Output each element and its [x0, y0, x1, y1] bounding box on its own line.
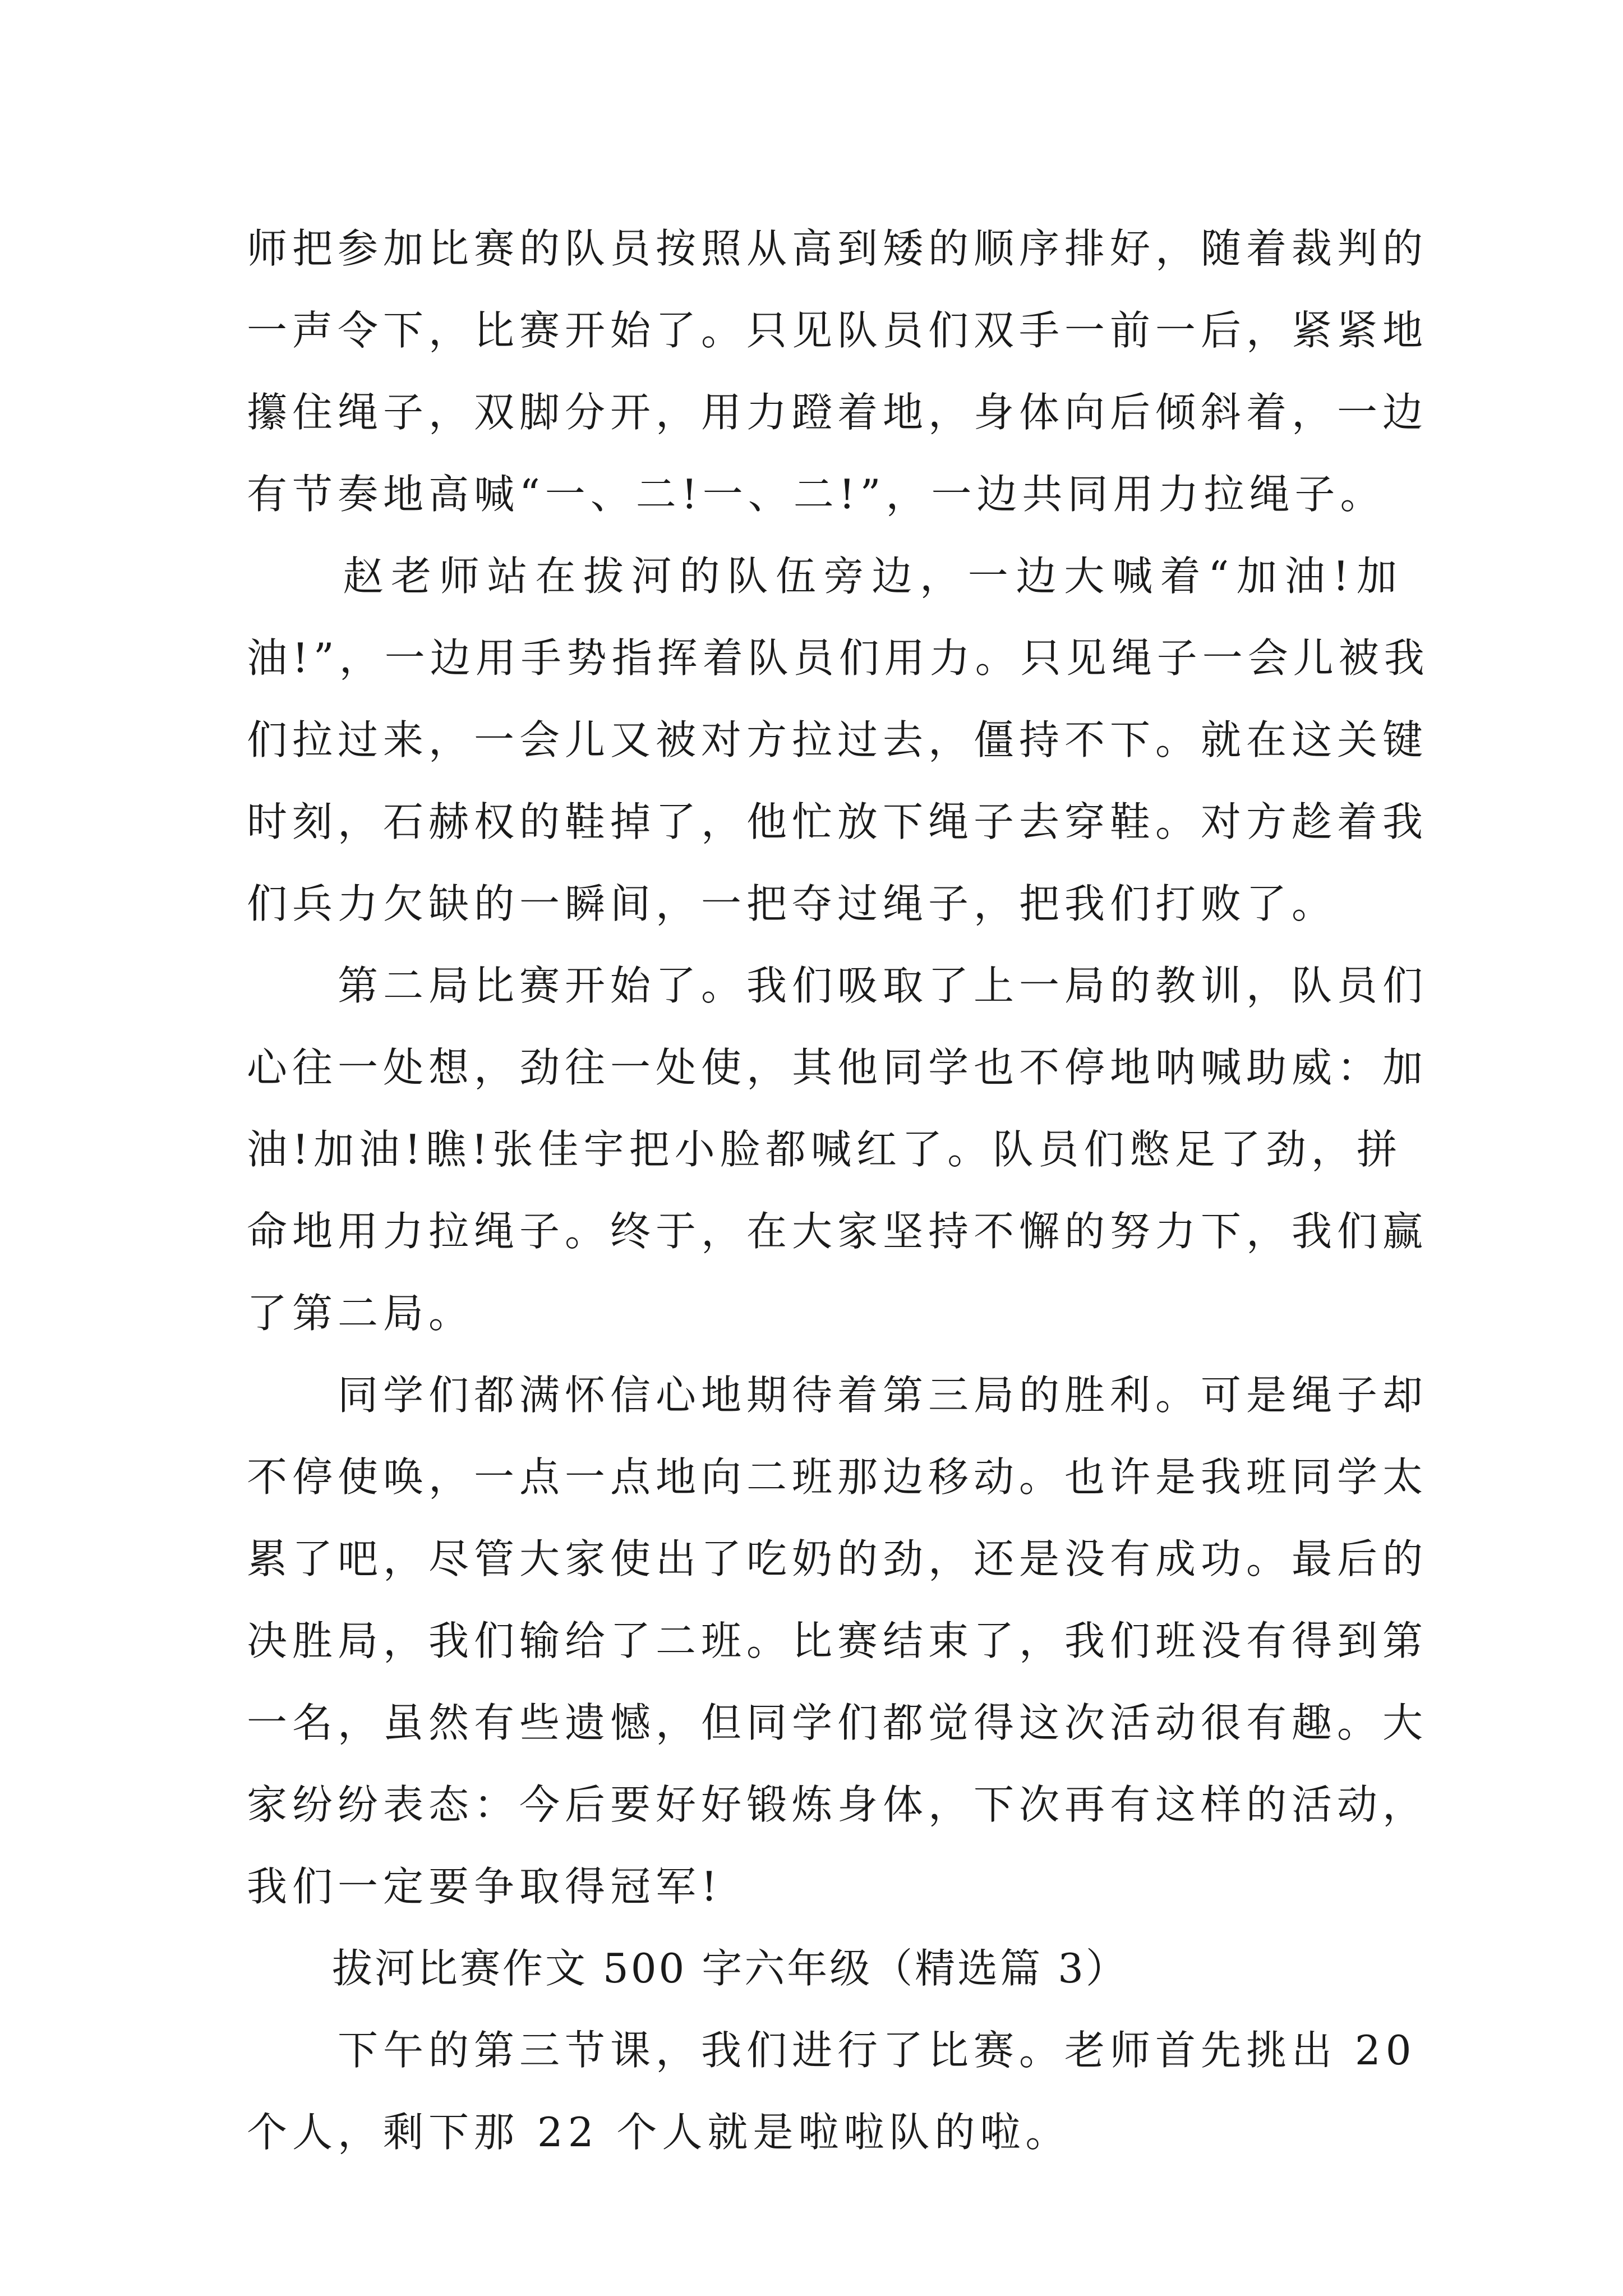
text-line: 油!”，一边用手势指挥着队员们用力。只见绳子一会儿被我: [247, 634, 1430, 682]
text-line: 心往一处想，劲往一处使，其他同学也不停地呐喊助威：加: [247, 1044, 1428, 1091]
text-line: 决胜局，我们输给了二班。比赛结束了，我们班没有得到第: [247, 1617, 1428, 1664]
text-line: 有节奏地高喊“一、二!一、二!”，一边共同用力拉绳子。: [247, 471, 1386, 518]
text-line: 第二局比赛开始了。我们吸取了上一局的教训，队员们: [247, 962, 1428, 1009]
text-line: 我们一定要争取得冠军!: [247, 1863, 722, 1910]
paragraph: [247, 945, 1428, 1354]
paragraph: [247, 1354, 1428, 1927]
text-line: 们兵力欠缺的一瞬间，一把夺过绳子，把我们打败了。: [247, 880, 1338, 927]
text-line: 时刻，石赫权的鞋掉了，他忙放下绳子去穿鞋。对方趁着我: [247, 798, 1428, 845]
text-line: 同学们都满怀信心地期待着第三局的胜利。可是绳子却: [247, 1372, 1428, 1419]
text-line: 师把参加比赛的队员按照从高到矮的顺序排好，随着裁判的: [247, 225, 1428, 272]
paragraph: [247, 2009, 1417, 2173]
text-line: 下午的第三节课，我们进行了比赛。老师首先挑出 20: [247, 2027, 1417, 2074]
text-line: 累了吧，尽管大家使出了吃奶的劲，还是没有成功。最后的: [247, 1535, 1428, 1582]
section-heading: 拔河比赛作文 500 字六年级（精选篇 3）: [247, 1945, 1128, 1992]
text-line: 家纷纷表态：今后要好好锻炼身体，下次再有这样的活动，: [247, 1781, 1428, 1828]
text-line: 赵老师站在拔河的队伍旁边，一边大喊着“加油!加: [247, 553, 1402, 600]
paragraph: [247, 208, 1428, 535]
text-line: 们拉过来，一会儿又被对方拉过去，僵持不下。就在这关键: [247, 716, 1428, 763]
text-line: 攥住绳子，双脚分开，用力蹬着地，身体向后倾斜着，一边: [247, 389, 1428, 436]
text-line: 一名，虽然有些遗憾，但同学们都觉得这次活动很有趣。大: [247, 1699, 1428, 1746]
document-body: [247, 208, 1430, 2173]
text-line: 个人，剩下那 22 个人就是啦啦队的啦。: [247, 2109, 1071, 2156]
paragraph: [247, 535, 1430, 945]
text-line: 了第二局。: [247, 1290, 474, 1337]
text-line: 一声令下，比赛开始了。只见队员们双手一前一后，紧紧地: [247, 307, 1428, 354]
text-line: 命地用力拉绳子。终于，在大家坚持不懈的努力下，我们赢: [247, 1208, 1428, 1255]
text-line: 不停使唤，一点一点地向二班那边移动。也许是我班同学太: [247, 1453, 1428, 1501]
text-line: 油!加油!瞧!张佳宇把小脸都喊红了。队员们憋足了劲，拼: [247, 1126, 1402, 1173]
